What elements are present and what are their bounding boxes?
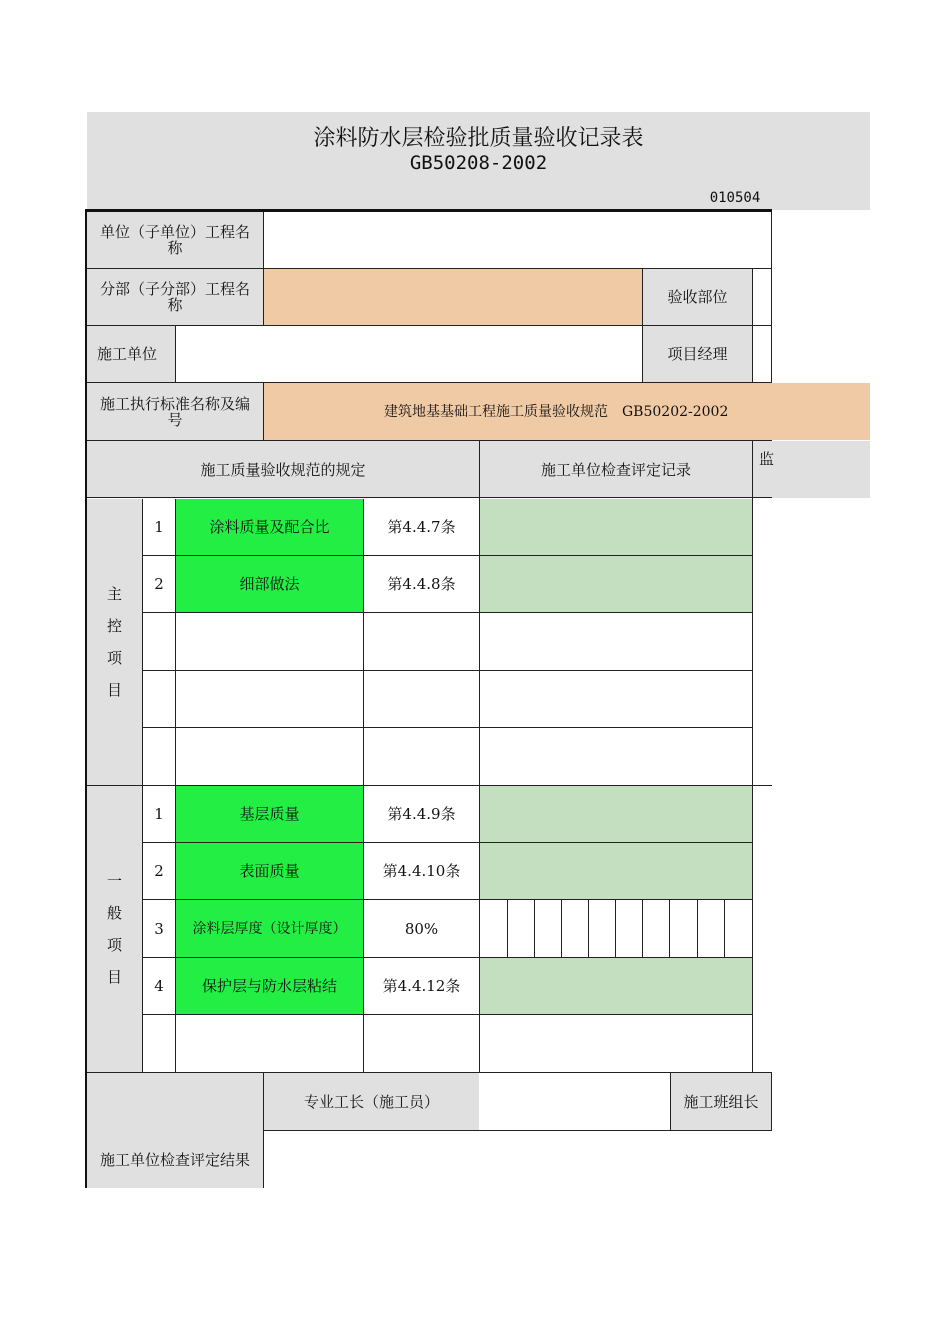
- grid-line: [264, 1130, 772, 1131]
- grid-line: [143, 842, 753, 843]
- main-control-char: 项: [106, 649, 122, 667]
- main-control-char: 目: [106, 681, 122, 699]
- general-char: 目: [106, 968, 122, 986]
- grid-line: [143, 670, 753, 671]
- grid-line: [143, 727, 753, 728]
- item-clause: 第4.4.7条: [387, 518, 456, 536]
- grid-line: [143, 899, 753, 900]
- left-border: [85, 210, 87, 1188]
- grid-line: [87, 440, 772, 441]
- standard-name-value[interactable]: 建筑地基基础工程施工质量验收规范 GB50202-2002: [264, 383, 870, 440]
- grid-line: [175, 499, 176, 1072]
- grid-line: [142, 499, 143, 1072]
- general-char: 一: [106, 872, 122, 890]
- item-record-field[interactable]: [480, 958, 752, 1014]
- acceptance-part-field[interactable]: [753, 269, 772, 325]
- item-record-field[interactable]: [480, 786, 752, 842]
- record-column-header: 施工单位检查评定记录: [480, 441, 752, 498]
- main-control-label: [87, 499, 142, 785]
- measure-divider: [588, 900, 589, 957]
- standard-name-label: 施工执行标准名称及编号: [87, 383, 263, 440]
- measure-divider: [642, 900, 643, 957]
- supervisor-header-text: 监: [759, 450, 775, 468]
- foreman-label: 专业工长（施工员）: [264, 1073, 479, 1130]
- main-control-char: 控: [106, 617, 122, 635]
- foreman-field[interactable]: [480, 1073, 670, 1130]
- grid-line: [143, 555, 753, 556]
- item-clause: 第4.4.12条: [382, 977, 461, 995]
- item-number: 2: [154, 862, 164, 880]
- grid-line: [143, 1014, 753, 1015]
- general-char: 项: [106, 936, 122, 954]
- item-number: 1: [154, 518, 164, 536]
- measure-divider: [724, 900, 725, 957]
- grid-line: [363, 499, 364, 1072]
- grid-line: [752, 269, 753, 382]
- item-name: 基层质量: [176, 786, 363, 842]
- spec-column-header: 施工质量验收规范的规定: [87, 441, 479, 498]
- measure-divider: [615, 900, 616, 957]
- item-number: 2: [154, 575, 164, 593]
- item-number: 1: [154, 805, 164, 823]
- grid-line: [143, 957, 753, 958]
- item-clause: 第4.4.10条: [382, 862, 461, 880]
- grid-line: [752, 441, 753, 1072]
- grid-line: [263, 269, 264, 325]
- project-manager-label: 项目经理: [643, 326, 752, 382]
- measure-divider: [507, 900, 508, 957]
- grid-line: [87, 268, 772, 269]
- grid-line: [670, 1073, 671, 1130]
- item-number: 4: [154, 977, 164, 995]
- grid-line: [263, 383, 264, 440]
- grid-line: [143, 612, 753, 613]
- unit-project-label: 单位（子单位）工程名称: [87, 212, 263, 268]
- item-clause: 第4.4.8条: [387, 575, 456, 593]
- result-label: 施工单位检查评定结果: [99, 1151, 250, 1169]
- sub-project-label: 分部（子分部）工程名称: [87, 269, 263, 325]
- item-name: 涂料质量及配合比: [176, 499, 363, 555]
- general-label: [87, 786, 142, 1072]
- item-record-field[interactable]: [480, 556, 752, 612]
- grid-line: [642, 269, 643, 382]
- item-record-field[interactable]: [480, 843, 752, 899]
- team-leader-label: 施工班组长: [671, 1073, 771, 1130]
- grid-line: [87, 497, 772, 498]
- measure-divider: [534, 900, 535, 957]
- grid-line: [479, 441, 480, 1072]
- general-char: 般: [106, 904, 122, 922]
- form-title: 涂料防水层检验批质量验收记录表: [313, 126, 644, 151]
- grid-line: [771, 212, 772, 383]
- item-name: 涂料层厚度（设计厚度）: [176, 900, 363, 957]
- grid-line: [175, 326, 176, 382]
- grid-line: [87, 325, 772, 326]
- supervisor-column-header: [753, 441, 870, 498]
- main-control-char: 主: [106, 585, 122, 603]
- standard-code: GB50208-2002: [409, 152, 548, 174]
- item-name: 保护层与防水层粘结: [176, 958, 363, 1014]
- item-name: 表面质量: [176, 843, 363, 899]
- measure-divider: [669, 900, 670, 957]
- form-number: 010504: [709, 190, 761, 206]
- construction-unit-label: 施工单位: [87, 326, 175, 382]
- grid-line: [87, 785, 772, 786]
- sub-project-field[interactable]: [264, 269, 642, 325]
- grid-line: [771, 1073, 772, 1130]
- item-name: 细部做法: [176, 556, 363, 612]
- measure-divider: [561, 900, 562, 957]
- measure-divider: [697, 900, 698, 957]
- item-clause: 80%: [404, 919, 439, 938]
- grid-line: [263, 212, 264, 268]
- item-clause: 第4.4.9条: [387, 805, 456, 823]
- grid-line: [263, 1073, 264, 1188]
- item-record-field[interactable]: [480, 499, 752, 555]
- grid-line: [87, 382, 772, 383]
- construction-unit-field[interactable]: [176, 326, 642, 382]
- unit-project-field[interactable]: [264, 212, 772, 268]
- acceptance-part-label: 验收部位: [643, 269, 752, 325]
- item-number: 3: [154, 919, 164, 938]
